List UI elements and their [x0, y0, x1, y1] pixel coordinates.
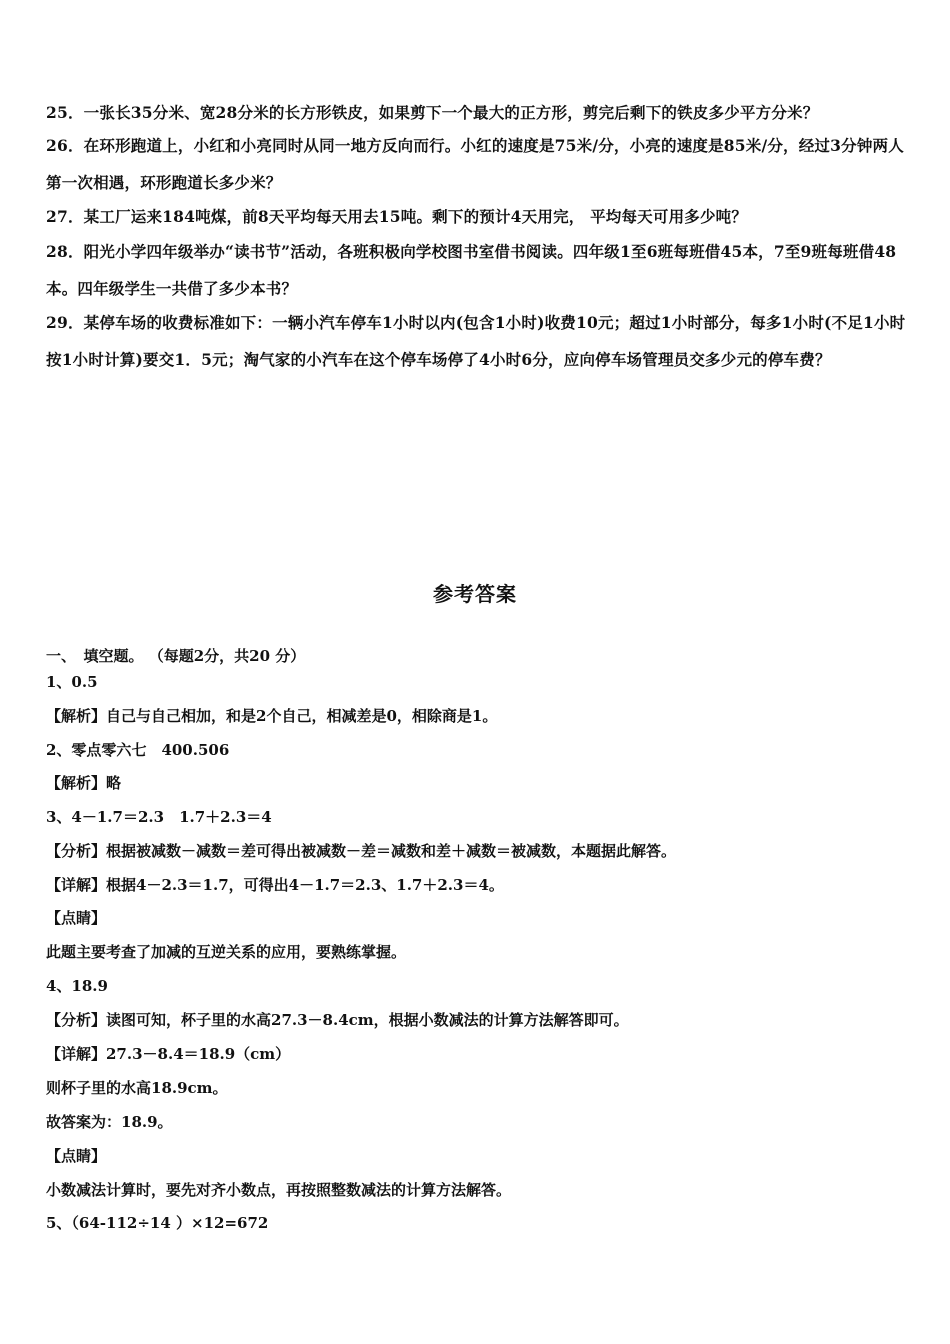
answer-line: 1、0.5: [46, 673, 98, 691]
answer-line: 2、零点零六七 400.506: [46, 741, 230, 759]
answer-line: 【详解】根据4－2.3＝1.7，可得出4－1.7＝2.3、1.7＋2.3＝4。: [46, 876, 504, 894]
question-25: 25．一张长35分米、宽28分米的长方形铁皮，如果剪下一个最大的正方形，剪完后剩下的铁皮多少平方分米？: [46, 103, 819, 122]
answer-line: 3、4－1.7＝2.3 1.7＋2.3＝4: [46, 808, 272, 826]
section-heading: 一、 填空题。 （每题2分，共20 分）: [46, 647, 306, 665]
answer-line: 5、（64-112÷14 ）×12=672: [46, 1214, 269, 1232]
answer-line: 故答案为：18.9。: [46, 1113, 173, 1131]
answer-line: 【解析】略: [46, 774, 122, 792]
answer-line: 【分析】根据被减数－减数＝差可得出被减数－差＝减数和差＋减数＝被减数，本题据此解答。: [46, 842, 677, 860]
question-26: 26．在环形跑道上，小红和小亮同时从同一地方反向而行。小红的速度是75米/分，小亮的速度是85米/分，经过3分钟两人第一次相遇，环形跑道长多少米？: [46, 136, 904, 192]
answers-title: 参考答案: [433, 582, 517, 606]
question-28: 28．阳光小学四年级举办“读书节”活动，各班积极向学校图书室借书阅读。四年级1至6班每班借45本，7至9班每班借48本。四年级学生一共借了多少本书？: [46, 242, 897, 298]
answer-line: 【解析】自己与自己相加，和是2个自己，相减差是0，相除商是1。: [46, 707, 498, 725]
answer-line: 【分析】读图可知，杯子里的水高27.3－8.4cm，根据小数减法的计算方法解答即可。: [46, 1011, 629, 1029]
answer-line: 则杯子里的水高18.9cm。: [46, 1079, 228, 1097]
answer-line: 此题主要考查了加减的互逆关系的应用，要熟练掌握。: [46, 943, 407, 961]
question-29: 29．某停车场的收费标准如下：一辆小汽车停车1小时以内(包含1小时)收费10元；超过1小时部分，每多1小时(不足1小时按1小时计算)要交1．5元；淘气家的小汽车在这个停车场停了4小时6分，应向停车场管理员交多少元的停车费？: [46, 313, 906, 369]
question-27: 27．某工厂运来184吨煤，前8天平均每天用去15吨。剩下的预计4天用完， 平均每天可用多少吨？: [46, 207, 748, 226]
answer-line: 【点睛】: [46, 909, 107, 927]
answer-line: 4、18.9: [46, 977, 108, 995]
answer-line: 小数减法计算时，要先对齐小数点，再按照整数减法的计算方法解答。: [46, 1181, 512, 1199]
answer-line: 【详解】27.3－8.4＝18.9（cm）: [46, 1045, 291, 1063]
answer-line: 【点睛】: [46, 1147, 107, 1165]
